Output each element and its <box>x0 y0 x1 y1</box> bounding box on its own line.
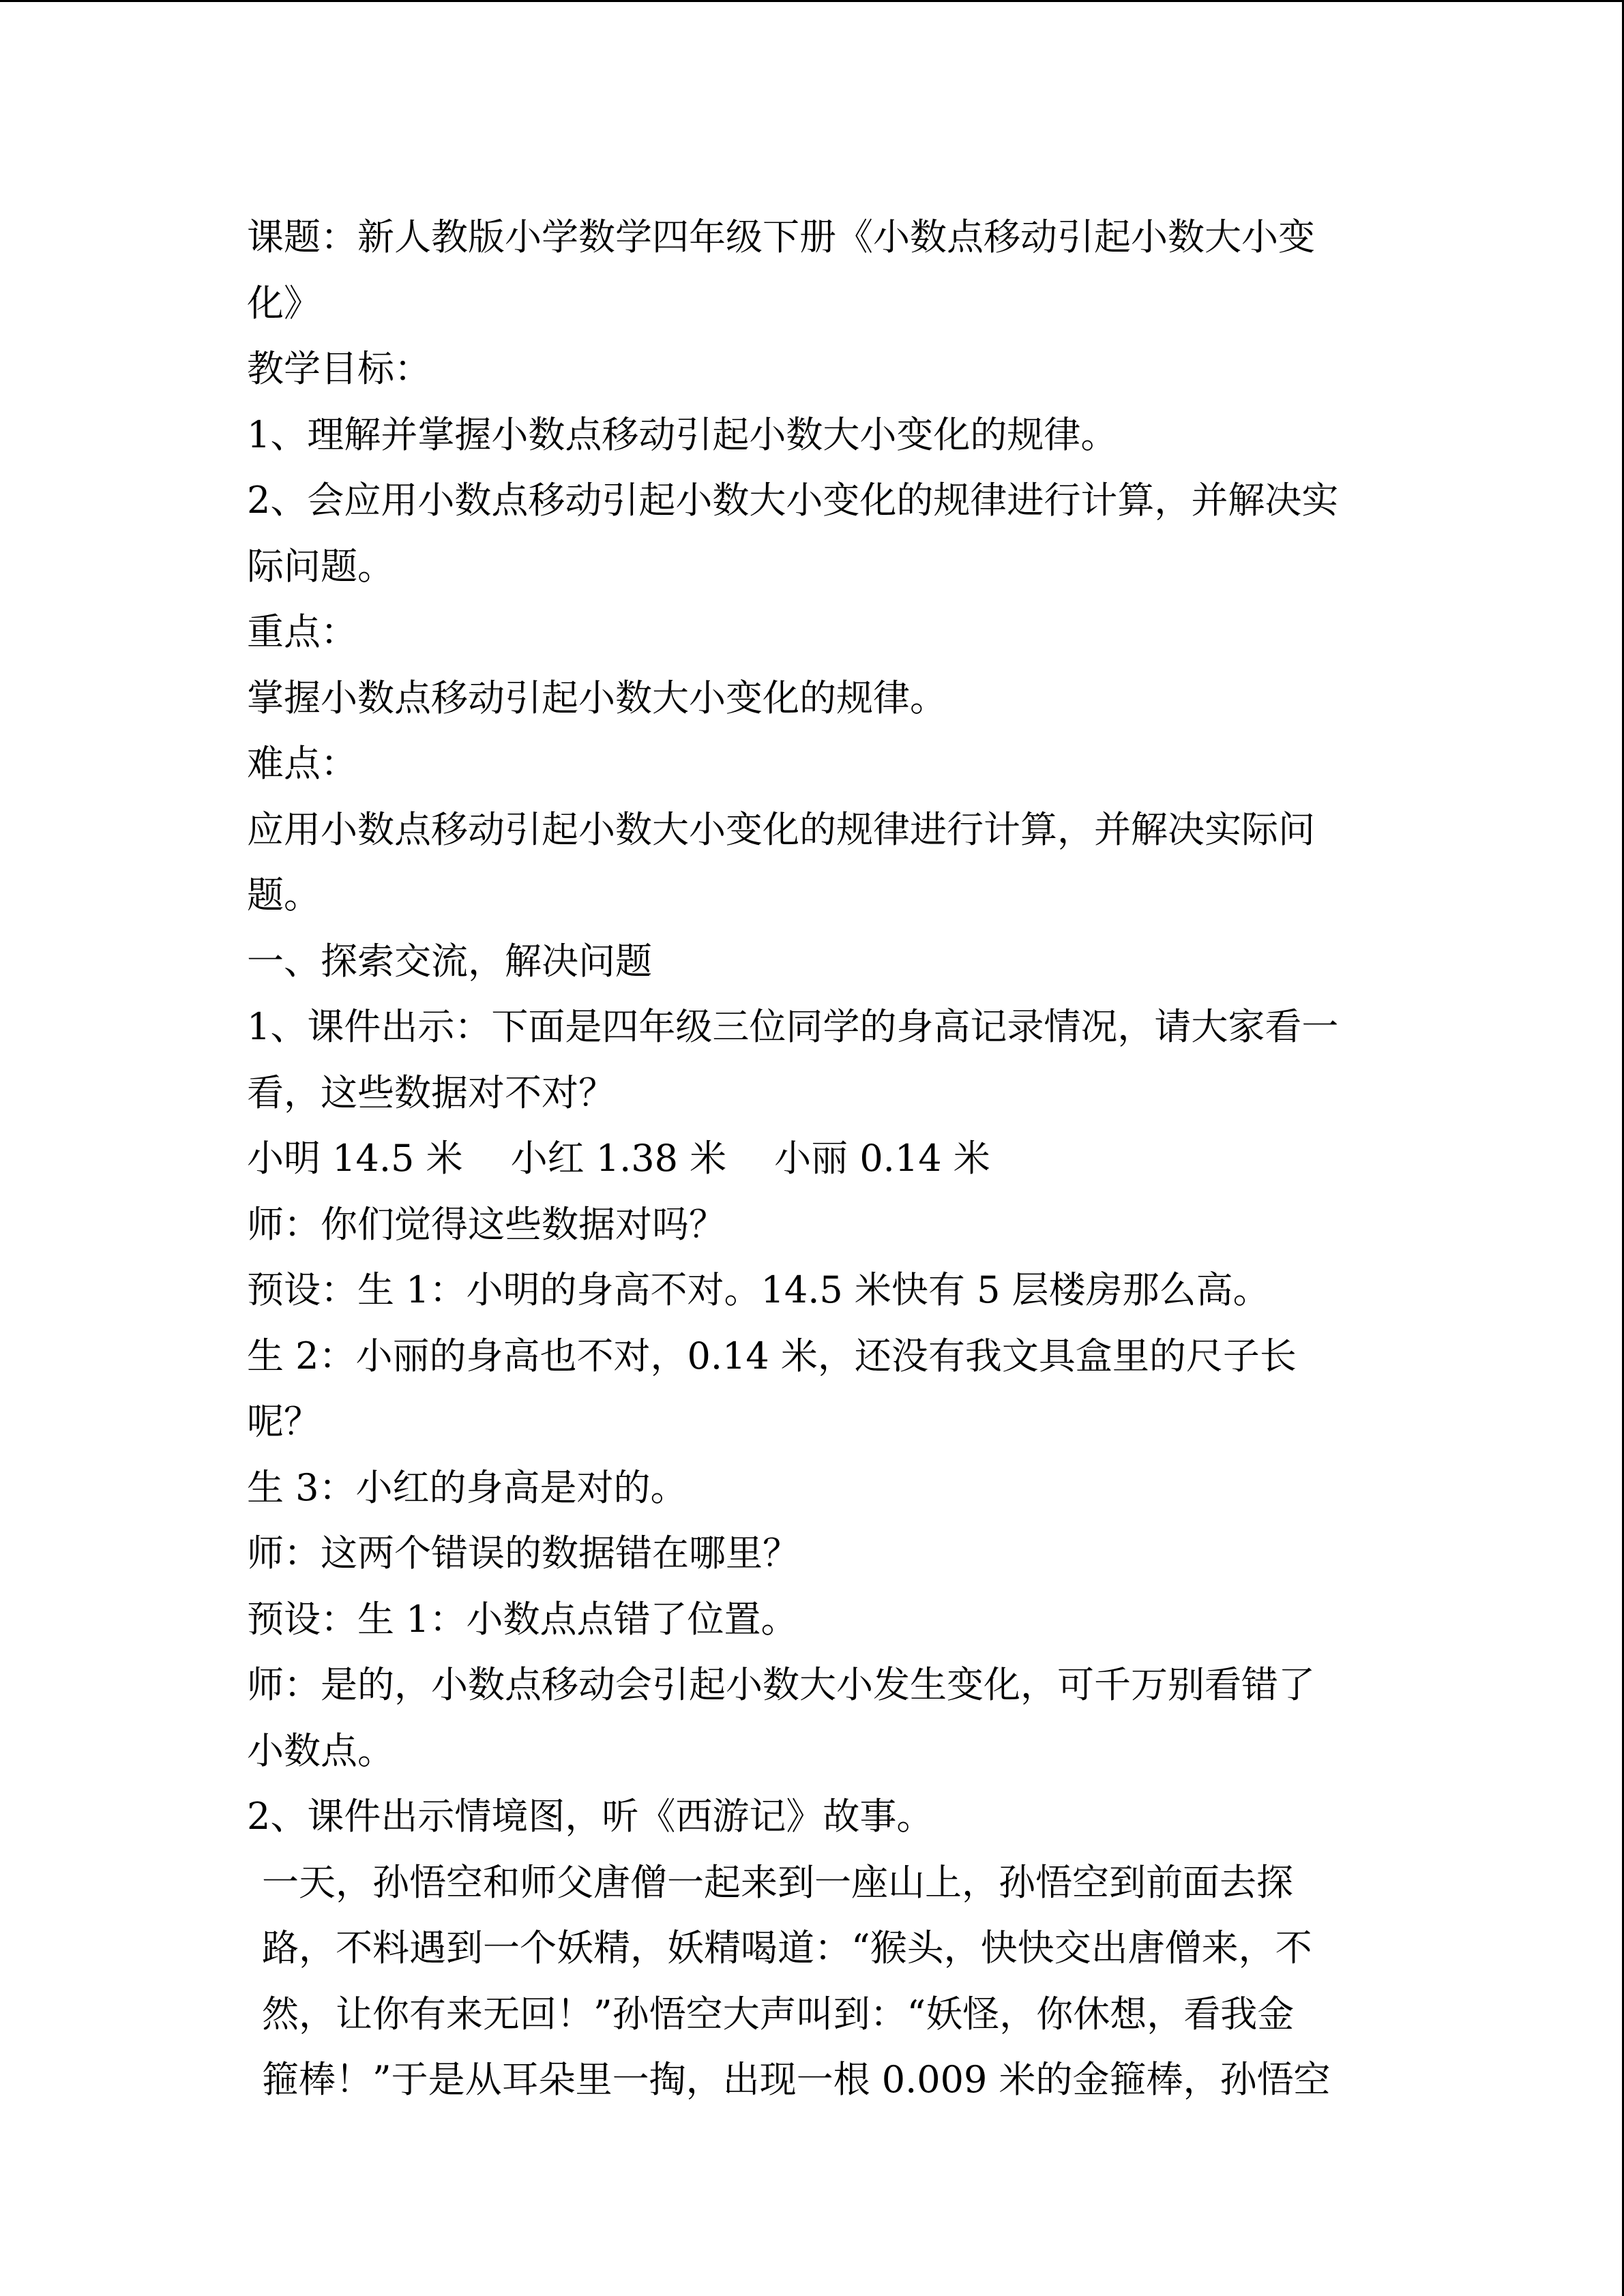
student-2-answer-line-1: 生 2：小丽的身高也不对，0.14 米，还没有我文具盒里的尺子长 <box>247 1334 1297 1377</box>
teacher-summary-line-1: 师：是的，小数点移动会引起小数大小发生变化，可千万别看错了 <box>247 1663 1315 1706</box>
height-xiaohong: 小红 1.38 米 <box>510 1137 727 1180</box>
objectives-heading: 教学目标： <box>247 347 431 390</box>
teacher-summary-line-2: 小数点。 <box>247 1729 394 1772</box>
story-line-4: 箍棒！”于是从耳朵里一掏，出现一根 0.009 米的金箍棒，孙悟空 <box>262 2058 1331 2101</box>
student-3-answer: 生 3：小红的身高是对的。 <box>247 1465 688 1509</box>
height-xiaoming: 小明 14.5 米 <box>247 1137 463 1180</box>
lesson-title-line-1: 课题：新人教版小学数学四年级下册《小数点移动引起小数大小变 <box>247 215 1315 258</box>
story-line-1: 一天，孙悟空和师父唐僧一起来到一座山上，孙悟空到前面去探 <box>262 1860 1293 1904</box>
student-1-answer: 预设：生 1：小明的身高不对。14.5 米快有 5 层楼房那么高。 <box>247 1268 1270 1311</box>
height-records <box>247 1126 1379 1192</box>
teacher-question-2: 师：这两个错误的数据错在哪里？ <box>247 1532 799 1575</box>
height-xiaoli: 小丽 0.14 米 <box>774 1137 990 1180</box>
difficulty-heading: 难点： <box>247 742 357 785</box>
activity-2-heading: 2、课件出示情境图，听《西游记》故事。 <box>247 1795 934 1838</box>
student-answer-position: 预设：生 1：小数点点错了位置。 <box>247 1597 798 1641</box>
document-body <box>247 205 1379 2113</box>
objective-2-line-2: 际问题。 <box>247 544 394 588</box>
story-line-2: 路，不料遇到一个妖精，妖精喝道：“猴头，快快交出唐僧来，不 <box>262 1926 1312 1969</box>
lesson-title-line-2: 化》 <box>247 281 321 325</box>
objective-1: 1、理解并掌握小数点移动引起小数大小变化的规律。 <box>247 413 1118 456</box>
key-point-text: 掌握小数点移动引起小数大小变化的规律。 <box>247 676 947 719</box>
objective-2-line-1: 2、会应用小数点移动引起小数大小变化的规律进行计算，并解决实 <box>247 479 1339 522</box>
teacher-question-1: 师：你们觉得这些数据对吗？ <box>247 1202 726 1246</box>
difficulty-text-line-1: 应用小数点移动引起小数大小变化的规律进行计算，并解决实际问 <box>247 807 1315 851</box>
section-1-heading: 一、探索交流，解决问题 <box>247 939 652 983</box>
student-2-answer-line-2: 呢？ <box>247 1400 321 1443</box>
activity-1-line-1: 1、课件出示：下面是四年级三位同学的身高记录情况，请大家看一 <box>247 1005 1339 1048</box>
activity-1-line-2: 看，这些数据对不对？ <box>247 1071 615 1114</box>
difficulty-text-line-2: 题。 <box>247 874 321 916</box>
story-line-3: 然，让你有来无回！”孙悟空大声叫到：“妖怪，你休想，看我金 <box>262 1992 1295 2036</box>
key-point-heading: 重点： <box>247 610 357 653</box>
